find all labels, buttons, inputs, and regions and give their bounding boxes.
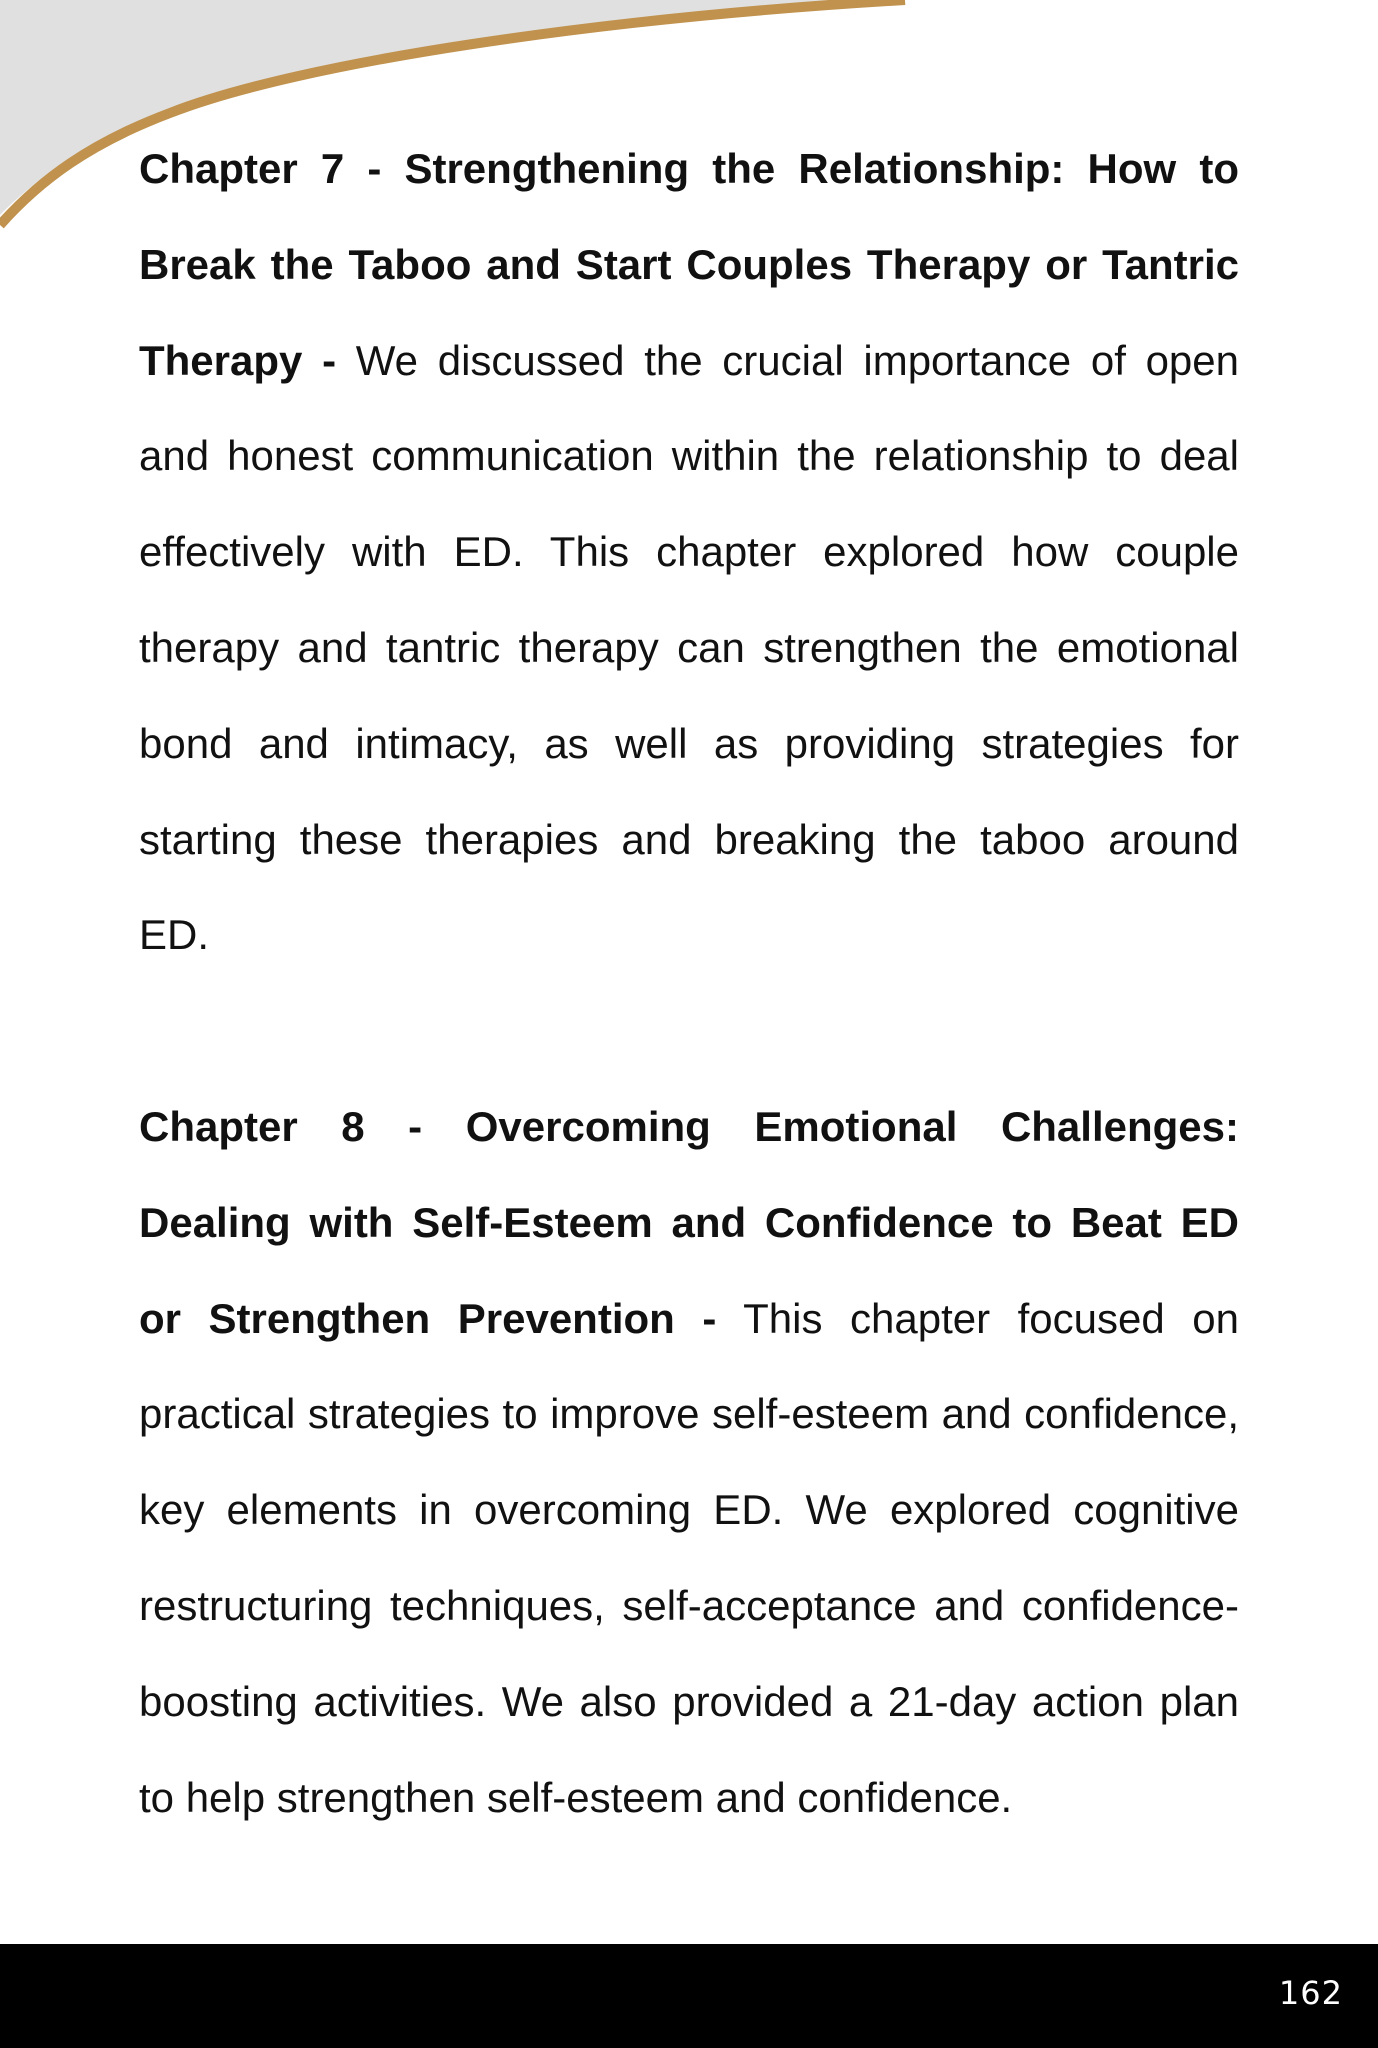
page-content — [139, 121, 1239, 1845]
chapter-8-body: This chapter focused on practical strategies to improve self-esteem and confidence, key elements in overcoming ED. We explored cognitive restructuring techniques, self-acceptance and confidence-boosting activities. We also provided a 21-day action plan to help strengthen self-esteem and confidence. — [139, 1294, 1239, 1821]
chapter-7-summary — [139, 121, 1239, 983]
chapter-8-title: Chapter 8 - Overcoming Emotional Challenges: Dealing with Self-Esteem and Confidence to Beat ED or Strengthen Prevention - — [139, 1102, 1239, 1342]
page-number: 162 — [1278, 1974, 1343, 2012]
footer-bar — [0, 1944, 1378, 2048]
chapter-8-summary — [139, 1079, 1239, 1845]
chapter-7-body: We discussed the crucial importance of open and honest communication within the relationship to deal effectively with ED. This chapter explored how couple therapy and tantric therapy can strengthen the emotional bond and intimacy, as well as providing strategies for starting these therapies and breaking the taboo around ED. — [139, 336, 1240, 959]
chapter-7-title: Chapter 7 - Strengthening the Relationship: How to Break the Taboo and Start Couples Therapy or Tantric Therapy - — [139, 145, 1239, 384]
